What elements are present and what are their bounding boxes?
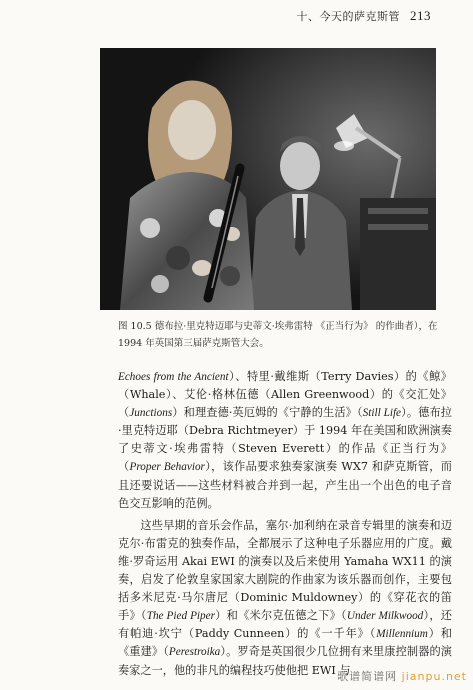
running-header: [297, 8, 432, 24]
body-text: [118, 368, 452, 680]
watermark: [337, 668, 467, 684]
text-span: ）。德布拉·里克特迈耶（Debra Richtmeyer）于 1994 年在美国和欧洲演奏了史蒂文·埃弗雷特（Steven Everett）的作品《正当行为》（: [118, 406, 452, 474]
text-span: ）。罗奇是英国很少几位拥有来里康控制器的演奏家之一，他的非凡的编程技巧使他把 EWI 与: [118, 645, 452, 677]
text-span: Millennium: [376, 628, 428, 641]
text-span: ）和理查德·英厄姆的《宁静的生活》（: [172, 406, 363, 420]
text-span: The Pied Piper: [146, 610, 215, 623]
text-span: Under Milkwood: [346, 610, 424, 623]
watermark-brand: 歌谱简谱网: [337, 670, 398, 683]
text-span: Junctions: [129, 407, 173, 420]
watermark-site: jianpu.net: [401, 670, 467, 683]
text-span: Proper Behavior: [129, 461, 205, 474]
paragraph-1: [118, 368, 452, 513]
photograph: [100, 48, 436, 310]
text-span: ），该作品要求独奏家演奏 WX7 和萨克斯管，而且还要说话——这些材料被合并到一起，产生出一个出色的电子音色交互影响的范例。: [118, 460, 452, 510]
chapter-title: 十、今天的萨克斯管: [296, 10, 400, 23]
text-span: 这些早期的音乐会作品，塞尔·加利纳在录音专辑里的演奏和迈克尔·布雷克的独奏作品，全都展示了这种电子乐器应用的广度。戴维·罗奇运用 Akai EWI 的演奏以及后来使用 Yamaha WX11 的演奏，启发了伦敦皇家国家大剧院的作曲家为该乐器而创作，主要包括多米尼克·马尔唐尼（Dominic Muldowney）的《穿花衣的笛手》（: [118, 518, 452, 623]
paragraph-2: [118, 517, 452, 680]
caption-line-1: 图 10.5 德布拉·里克特迈耶与史蒂文·埃弗雷特 《正当行为》 的作曲者），在: [118, 321, 438, 332]
text-span: ）和《米尔克伍德之下》（: [214, 609, 347, 623]
text-span: Echoes from the Ancient: [118, 371, 229, 383]
caption-line-2: 1994 年英国第三届萨克斯管大会。: [118, 338, 269, 349]
studio-equipment: [360, 198, 436, 310]
text-span: ）和《重建》（: [118, 627, 452, 659]
page-number: 213: [410, 8, 431, 23]
figure-caption: [118, 318, 448, 352]
text-span: Perestroika: [168, 646, 221, 659]
text-span: ），还有帕迪·坎宁（Paddy Cunneen）的《一千年》（: [118, 609, 452, 641]
photo-illustration: [100, 48, 436, 310]
text-span: Still Life: [362, 407, 402, 420]
text-span: ）、特里·戴维斯（Terry Davies）的《鲸》（Whale）、艾伦·格林伍德（Allen Greenwood）的《交汇处》（: [118, 370, 452, 420]
